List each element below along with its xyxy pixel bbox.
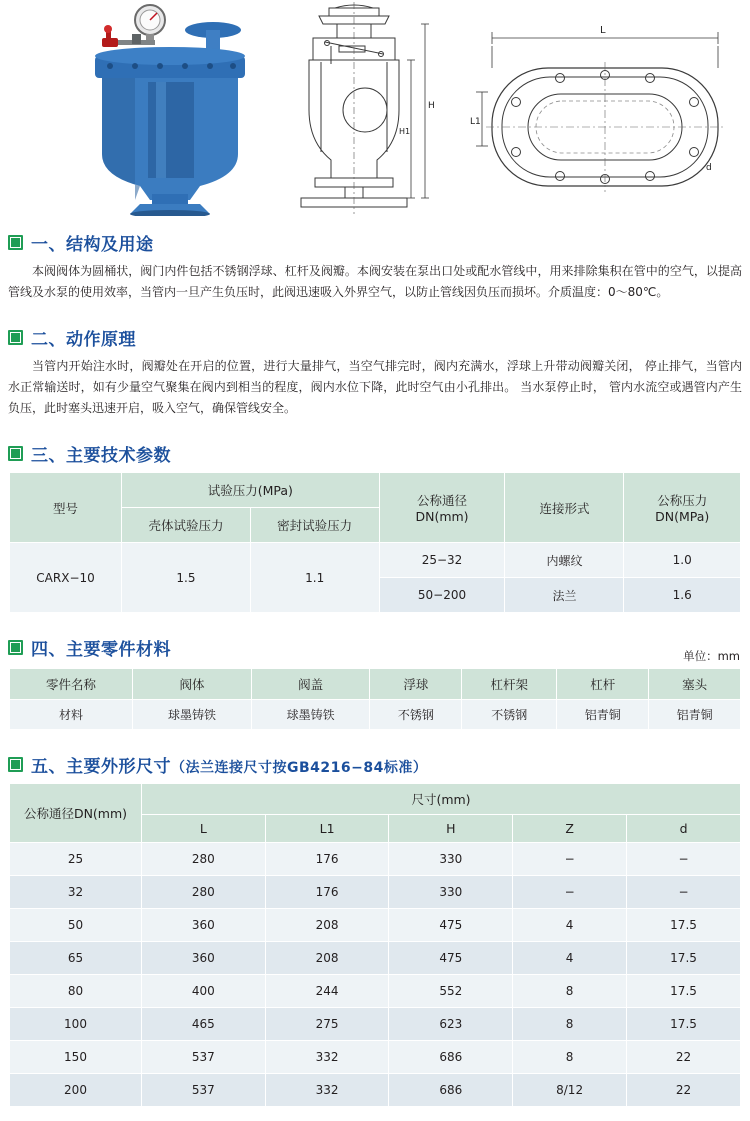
section-heading-2	[8, 317, 750, 350]
flange-drawing	[470, 20, 740, 195]
svg-text:H1: H1	[399, 127, 411, 136]
cell-Z: 8	[513, 1008, 627, 1041]
cell-pn: 1.6	[624, 578, 741, 613]
cell-d: −	[627, 843, 741, 876]
th-part-name: 零件名称	[10, 669, 133, 700]
th-dn: 公称通径DN(mm)	[10, 784, 142, 843]
cell-material-plug: 铝青铜	[649, 700, 741, 730]
th-nominal-dn-line2: DN(mm)	[415, 509, 469, 524]
cell-Z: −	[513, 843, 627, 876]
section-2-body: 当管内开始注水时，阀瓣处在开启的位置，进行大量排气，当空气排完时，阀内充满水，浮球上升带动阀瓣关闭， 停止排气，当管内水正常输送时，如有少量空气聚集在阀内到相当的程度，阀内水位下降，此时空气由小孔排出。 当水泵停止时， 管内水流空或遇管内产生负压，此时塞头迅速开启，吸入空气，确保管线安全。	[8, 359, 742, 415]
bullet-square-icon	[8, 235, 23, 250]
th-shell-test: 壳体试验压力	[122, 508, 251, 543]
cell-Z: −	[513, 876, 627, 909]
cell-L: 465	[142, 1008, 266, 1041]
table-row	[10, 843, 741, 876]
cell-material-float: 不锈钢	[370, 700, 462, 730]
bullet-square-icon	[8, 757, 23, 772]
section-5-title: 主要外形尺寸	[66, 757, 171, 777]
th-dimensions: 尺寸(mm)	[142, 784, 741, 815]
cell-d: 17.5	[627, 942, 741, 975]
section-3-number: 三、	[31, 446, 66, 466]
cell-H: 552	[389, 975, 513, 1008]
section-heading-5	[8, 744, 750, 777]
section-heading-1	[8, 222, 750, 255]
th-nominal-dn	[379, 473, 505, 543]
cell-d: 17.5	[627, 909, 741, 942]
cell-Z: 8	[513, 1041, 627, 1074]
cell-L1: 332	[265, 1074, 389, 1107]
cell-L: 400	[142, 975, 266, 1008]
dimension-table	[9, 783, 741, 1107]
cell-H: 623	[389, 1008, 513, 1041]
cell-Z: 8/12	[513, 1074, 627, 1107]
cell-dn: 65	[10, 942, 142, 975]
section-1-number: 一、	[31, 235, 66, 255]
table-row	[10, 876, 741, 909]
cell-L1: 208	[265, 909, 389, 942]
cell-dn: 100	[10, 1008, 142, 1041]
section-5-subtitle: （法兰连接尺寸按GB4216−84标准）	[171, 760, 428, 776]
section-drawing	[265, 2, 450, 217]
cell-L: 280	[142, 843, 266, 876]
cell-dn: 200	[10, 1074, 142, 1107]
section-5-number: 五、	[31, 757, 66, 777]
table-row	[10, 1041, 741, 1074]
table-row	[10, 942, 741, 975]
cell-dn: 150	[10, 1041, 142, 1074]
th-nominal-pressure-line1: 公称压力	[657, 493, 708, 508]
section-1-body: 本阀阀体为圆桶状，阀门内件包括不锈钢浮球、杠杆及阀瓣。本阀安装在泵出口处或配水管线中，用来排除集积在管中的空气，以提高管线及水泵的使用效率，当管内一旦产生负压时，此阀迅速吸入外界空气，以防止管线因负压而损坏。介质温度：0～80℃。	[8, 264, 742, 299]
cell-d: 17.5	[627, 975, 741, 1008]
th-connection: 连接形式	[505, 473, 624, 543]
bullet-square-icon	[8, 330, 23, 345]
cell-L1: 208	[265, 942, 389, 975]
figure-row	[0, 0, 750, 222]
cell-L: 360	[142, 909, 266, 942]
cell-material-body: 球墨铸铁	[133, 700, 252, 730]
th-plug: 塞头	[649, 669, 741, 700]
cell-material-lever-frame: 不锈钢	[462, 700, 557, 730]
th-nominal-pressure-line2: DN(MPa)	[655, 509, 710, 524]
bullet-square-icon	[8, 446, 23, 461]
bullet-square-icon	[8, 640, 23, 655]
cell-H: 475	[389, 942, 513, 975]
technical-parameters-table	[9, 472, 741, 613]
svg-text:d: d	[706, 163, 712, 173]
cell-dn: 25	[10, 843, 142, 876]
cell-seal-test: 1.1	[250, 543, 379, 613]
th-Z: Z	[513, 815, 627, 843]
table-row	[10, 543, 741, 578]
table-row	[10, 700, 741, 730]
th-H: H	[389, 815, 513, 843]
cell-d: 22	[627, 1041, 741, 1074]
svg-text:L: L	[600, 25, 606, 36]
th-lever: 杠杆	[557, 669, 649, 700]
svg-text:L1: L1	[470, 117, 481, 127]
section-4-number: 四、	[31, 640, 66, 660]
cell-dn: 50−200	[379, 578, 505, 613]
cell-L1: 332	[265, 1041, 389, 1074]
cell-material-cover: 球墨铸铁	[251, 700, 370, 730]
cell-d: −	[627, 876, 741, 909]
table-row	[10, 975, 741, 1008]
section-4-title: 主要零件材料	[66, 640, 171, 660]
cell-H: 686	[389, 1041, 513, 1074]
cell-L: 537	[142, 1041, 266, 1074]
cell-H: 686	[389, 1074, 513, 1107]
material-table	[9, 668, 741, 730]
th-test-pressure: 试验压力(MPa)	[122, 473, 379, 508]
th-model: 型号	[10, 473, 122, 543]
unit-note: 单位：mm	[683, 649, 740, 663]
section-2-number: 二、	[31, 330, 66, 350]
cell-L1: 244	[265, 975, 389, 1008]
th-L1: L1	[265, 815, 389, 843]
cell-H: 330	[389, 876, 513, 909]
cell-L: 360	[142, 942, 266, 975]
table-row	[10, 1074, 741, 1107]
cell-Z: 4	[513, 942, 627, 975]
cell-H: 475	[389, 909, 513, 942]
cell-connection: 内螺纹	[505, 543, 624, 578]
cell-dn: 32	[10, 876, 142, 909]
cell-dn: 25−32	[379, 543, 505, 578]
cell-L: 280	[142, 876, 266, 909]
product-photo	[40, 4, 255, 216]
cell-L1: 176	[265, 843, 389, 876]
cell-connection: 法兰	[505, 578, 624, 613]
cell-material-label: 材料	[10, 700, 133, 730]
th-cover: 阀盖	[251, 669, 370, 700]
cell-d: 17.5	[627, 1008, 741, 1041]
cell-material-lever: 铝青铜	[557, 700, 649, 730]
section-heading-3	[8, 433, 750, 466]
cell-H: 330	[389, 843, 513, 876]
cell-L1: 275	[265, 1008, 389, 1041]
th-lever-frame: 杠杆架	[462, 669, 557, 700]
th-body: 阀体	[133, 669, 252, 700]
cell-L1: 176	[265, 876, 389, 909]
cell-Z: 4	[513, 909, 627, 942]
th-L: L	[142, 815, 266, 843]
section-2-title: 动作原理	[66, 330, 136, 350]
th-seal-test: 密封试验压力	[250, 508, 379, 543]
cell-d: 22	[627, 1074, 741, 1107]
section-1-title: 结构及用途	[66, 235, 154, 255]
cell-model: CARX−10	[10, 543, 122, 613]
section-3-title: 主要技术参数	[66, 446, 171, 466]
cell-Z: 8	[513, 975, 627, 1008]
svg-text:H: H	[428, 101, 435, 111]
th-float: 浮球	[370, 669, 462, 700]
table-row	[10, 1008, 741, 1041]
table-row	[10, 909, 741, 942]
th-nominal-dn-line1: 公称通径	[417, 493, 468, 508]
cell-shell-test: 1.5	[122, 543, 251, 613]
cell-dn: 80	[10, 975, 142, 1008]
th-d: d	[627, 815, 741, 843]
cell-dn: 50	[10, 909, 142, 942]
cell-pn: 1.0	[624, 543, 741, 578]
th-nominal-pressure	[624, 473, 741, 543]
cell-L: 537	[142, 1074, 266, 1107]
